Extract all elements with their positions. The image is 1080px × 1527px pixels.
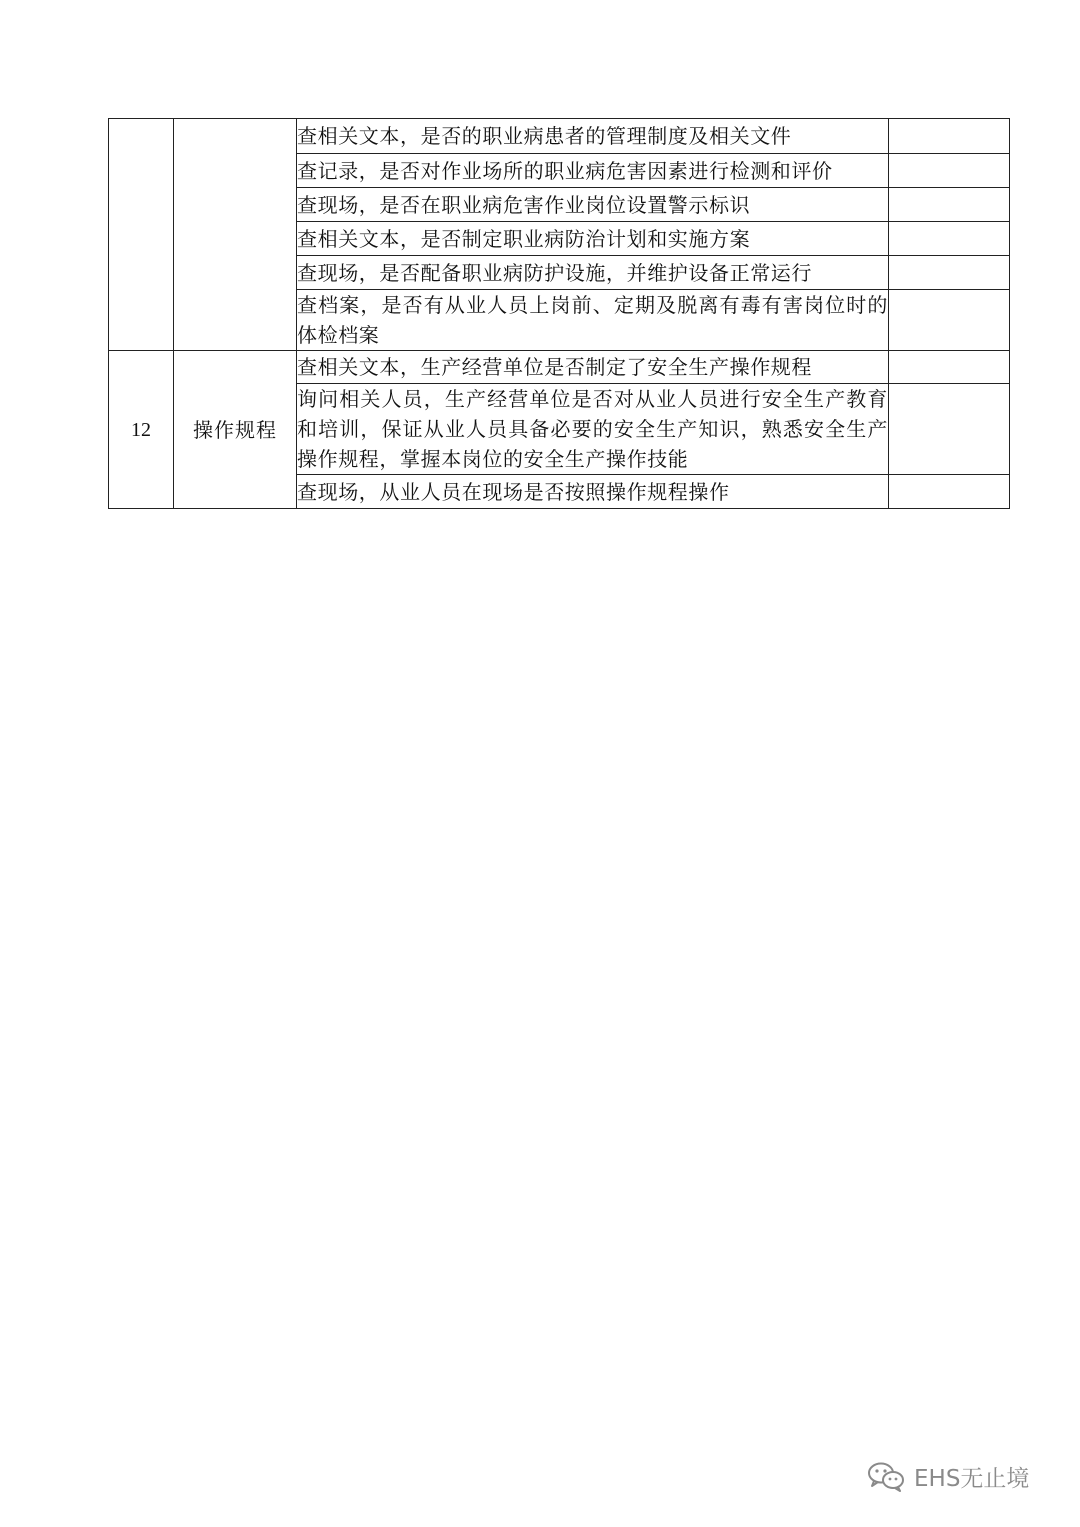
result-cell <box>889 351 1010 384</box>
item-cell: 操作规程 <box>174 351 297 509</box>
watermark <box>866 1458 1029 1494</box>
check-content-cell: 查现场，从业人员在现场是否按照操作规程操作 <box>297 475 889 509</box>
number-cell <box>109 119 174 351</box>
result-cell <box>889 222 1010 256</box>
check-content-cell: 查相关文本，生产经营单位是否制定了安全生产操作规程 <box>297 351 889 384</box>
result-cell <box>889 154 1010 188</box>
result-cell <box>889 475 1010 509</box>
table-row <box>109 119 1010 154</box>
watermark-text: EHS无止境 <box>914 1465 1030 1492</box>
result-cell <box>889 188 1010 222</box>
check-content-cell: 查相关文本，是否的职业病患者的管理制度及相关文件 <box>297 119 889 154</box>
check-content-cell: 查记录，是否对作业场所的职业病危害因素进行检测和评价 <box>297 154 889 188</box>
result-cell <box>889 290 1010 351</box>
result-cell <box>889 256 1010 290</box>
check-content-cell: 查现场，是否配备职业病防护设施，并维护设备正常运行 <box>297 256 889 290</box>
check-content-cell: 询问相关人员，生产经营单位是否对从业人员进行安全生产教育和培训，保证从业人员具备必要的安全生产知识，熟悉安全生产操作规程，掌握本岗位的安全生产操作技能 <box>297 384 889 475</box>
item-cell <box>174 119 297 351</box>
check-content-cell: 查档案，是否有从业人员上岗前、定期及脱离有毒有害岗位时的体检档案 <box>297 290 889 351</box>
inspection-checklist-table <box>108 118 1010 509</box>
check-content-cell: 查现场，是否在职业病危害作业岗位设置警示标识 <box>297 188 889 222</box>
check-content-cell: 查相关文本，是否制定职业病防治计划和实施方案 <box>297 222 889 256</box>
table-row <box>109 351 1010 384</box>
result-cell <box>889 119 1010 154</box>
wechat-icon <box>866 1460 906 1492</box>
number-cell: 12 <box>109 351 174 509</box>
result-cell <box>889 384 1010 475</box>
